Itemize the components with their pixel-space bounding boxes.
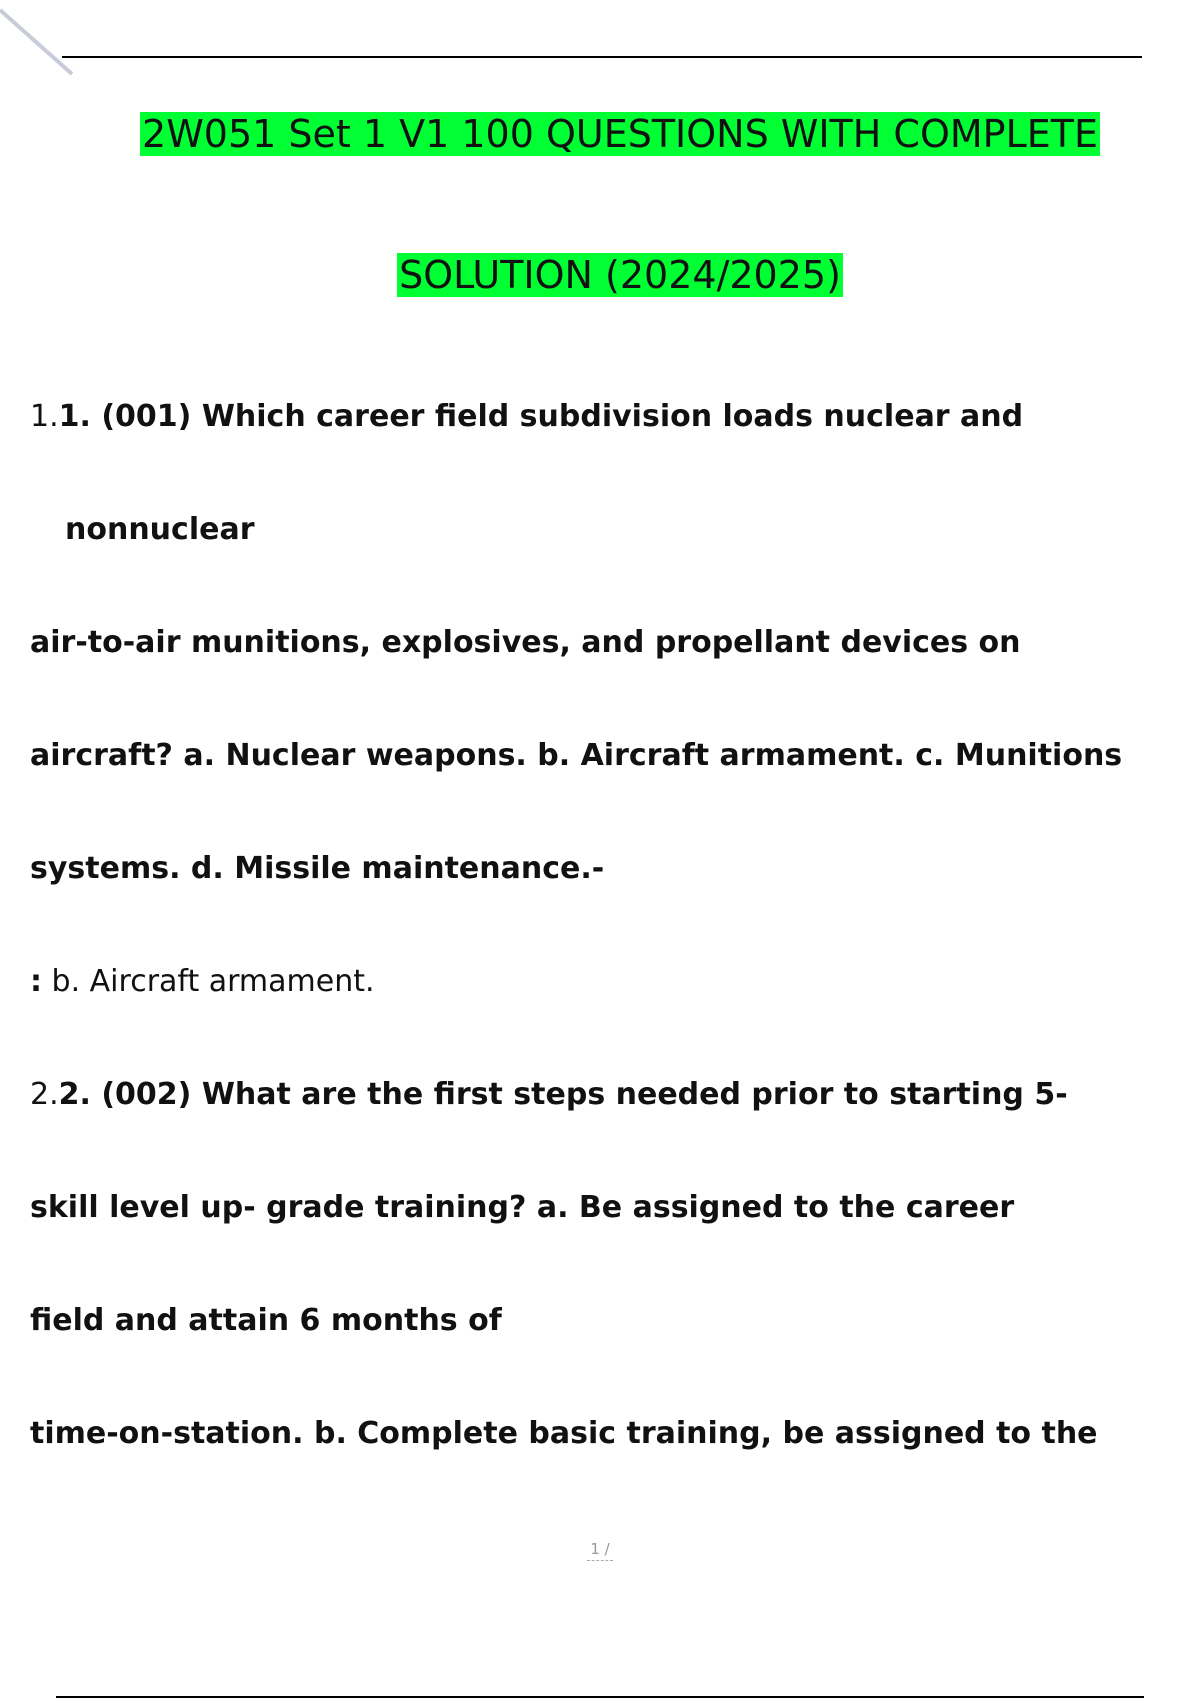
question-1-line-1 [30, 397, 1023, 437]
question-2-text-1: 2. (002) What are the first steps needed prior to starting 5- [58, 1077, 1068, 1112]
question-2-line-4: time-on-station. b. Complete basic training, be assigned to the [30, 1416, 1098, 1451]
page-number: 1 / [560, 1540, 640, 1561]
answer-1-text: b. Aircraft armament. [51, 964, 375, 999]
document-title-line-1 [0, 110, 1200, 158]
question-2-line-3: field and attain 6 months of [30, 1303, 502, 1338]
title-highlight-2: SOLUTION (2024/2025) [399, 253, 841, 297]
question-1-line-5: systems. d. Missile maintenance.- [30, 851, 605, 886]
corner-fold-mark [0, 0, 80, 80]
top-rule [62, 56, 1142, 58]
bottom-rule [56, 1696, 1144, 1698]
title-highlight-1: 2W051 Set 1 V1 100 QUESTIONS WITH COMPLETE [142, 112, 1098, 156]
question-1-line-2: nonnuclear [65, 512, 255, 547]
question-1-text-1: 1. (001) Which career field subdivision loads nuclear and [58, 399, 1024, 434]
document-title-line-2 [0, 251, 1200, 299]
question-1-line-3: air-to-air munitions, explosives, and propellant devices on [30, 625, 1021, 660]
question-1-line-4: aircraft? a. Nuclear weapons. b. Aircraft armament. c. Munitions [30, 738, 1123, 773]
question-2-line-1 [30, 1075, 1068, 1115]
question-2-number: 2. [30, 1077, 59, 1112]
question-1-answer [30, 962, 375, 1002]
question-1-number: 1. [30, 399, 59, 434]
answer-1-prefix: : [30, 964, 42, 999]
question-2-line-2: skill level up- grade training? a. Be assigned to the career [30, 1190, 1015, 1225]
